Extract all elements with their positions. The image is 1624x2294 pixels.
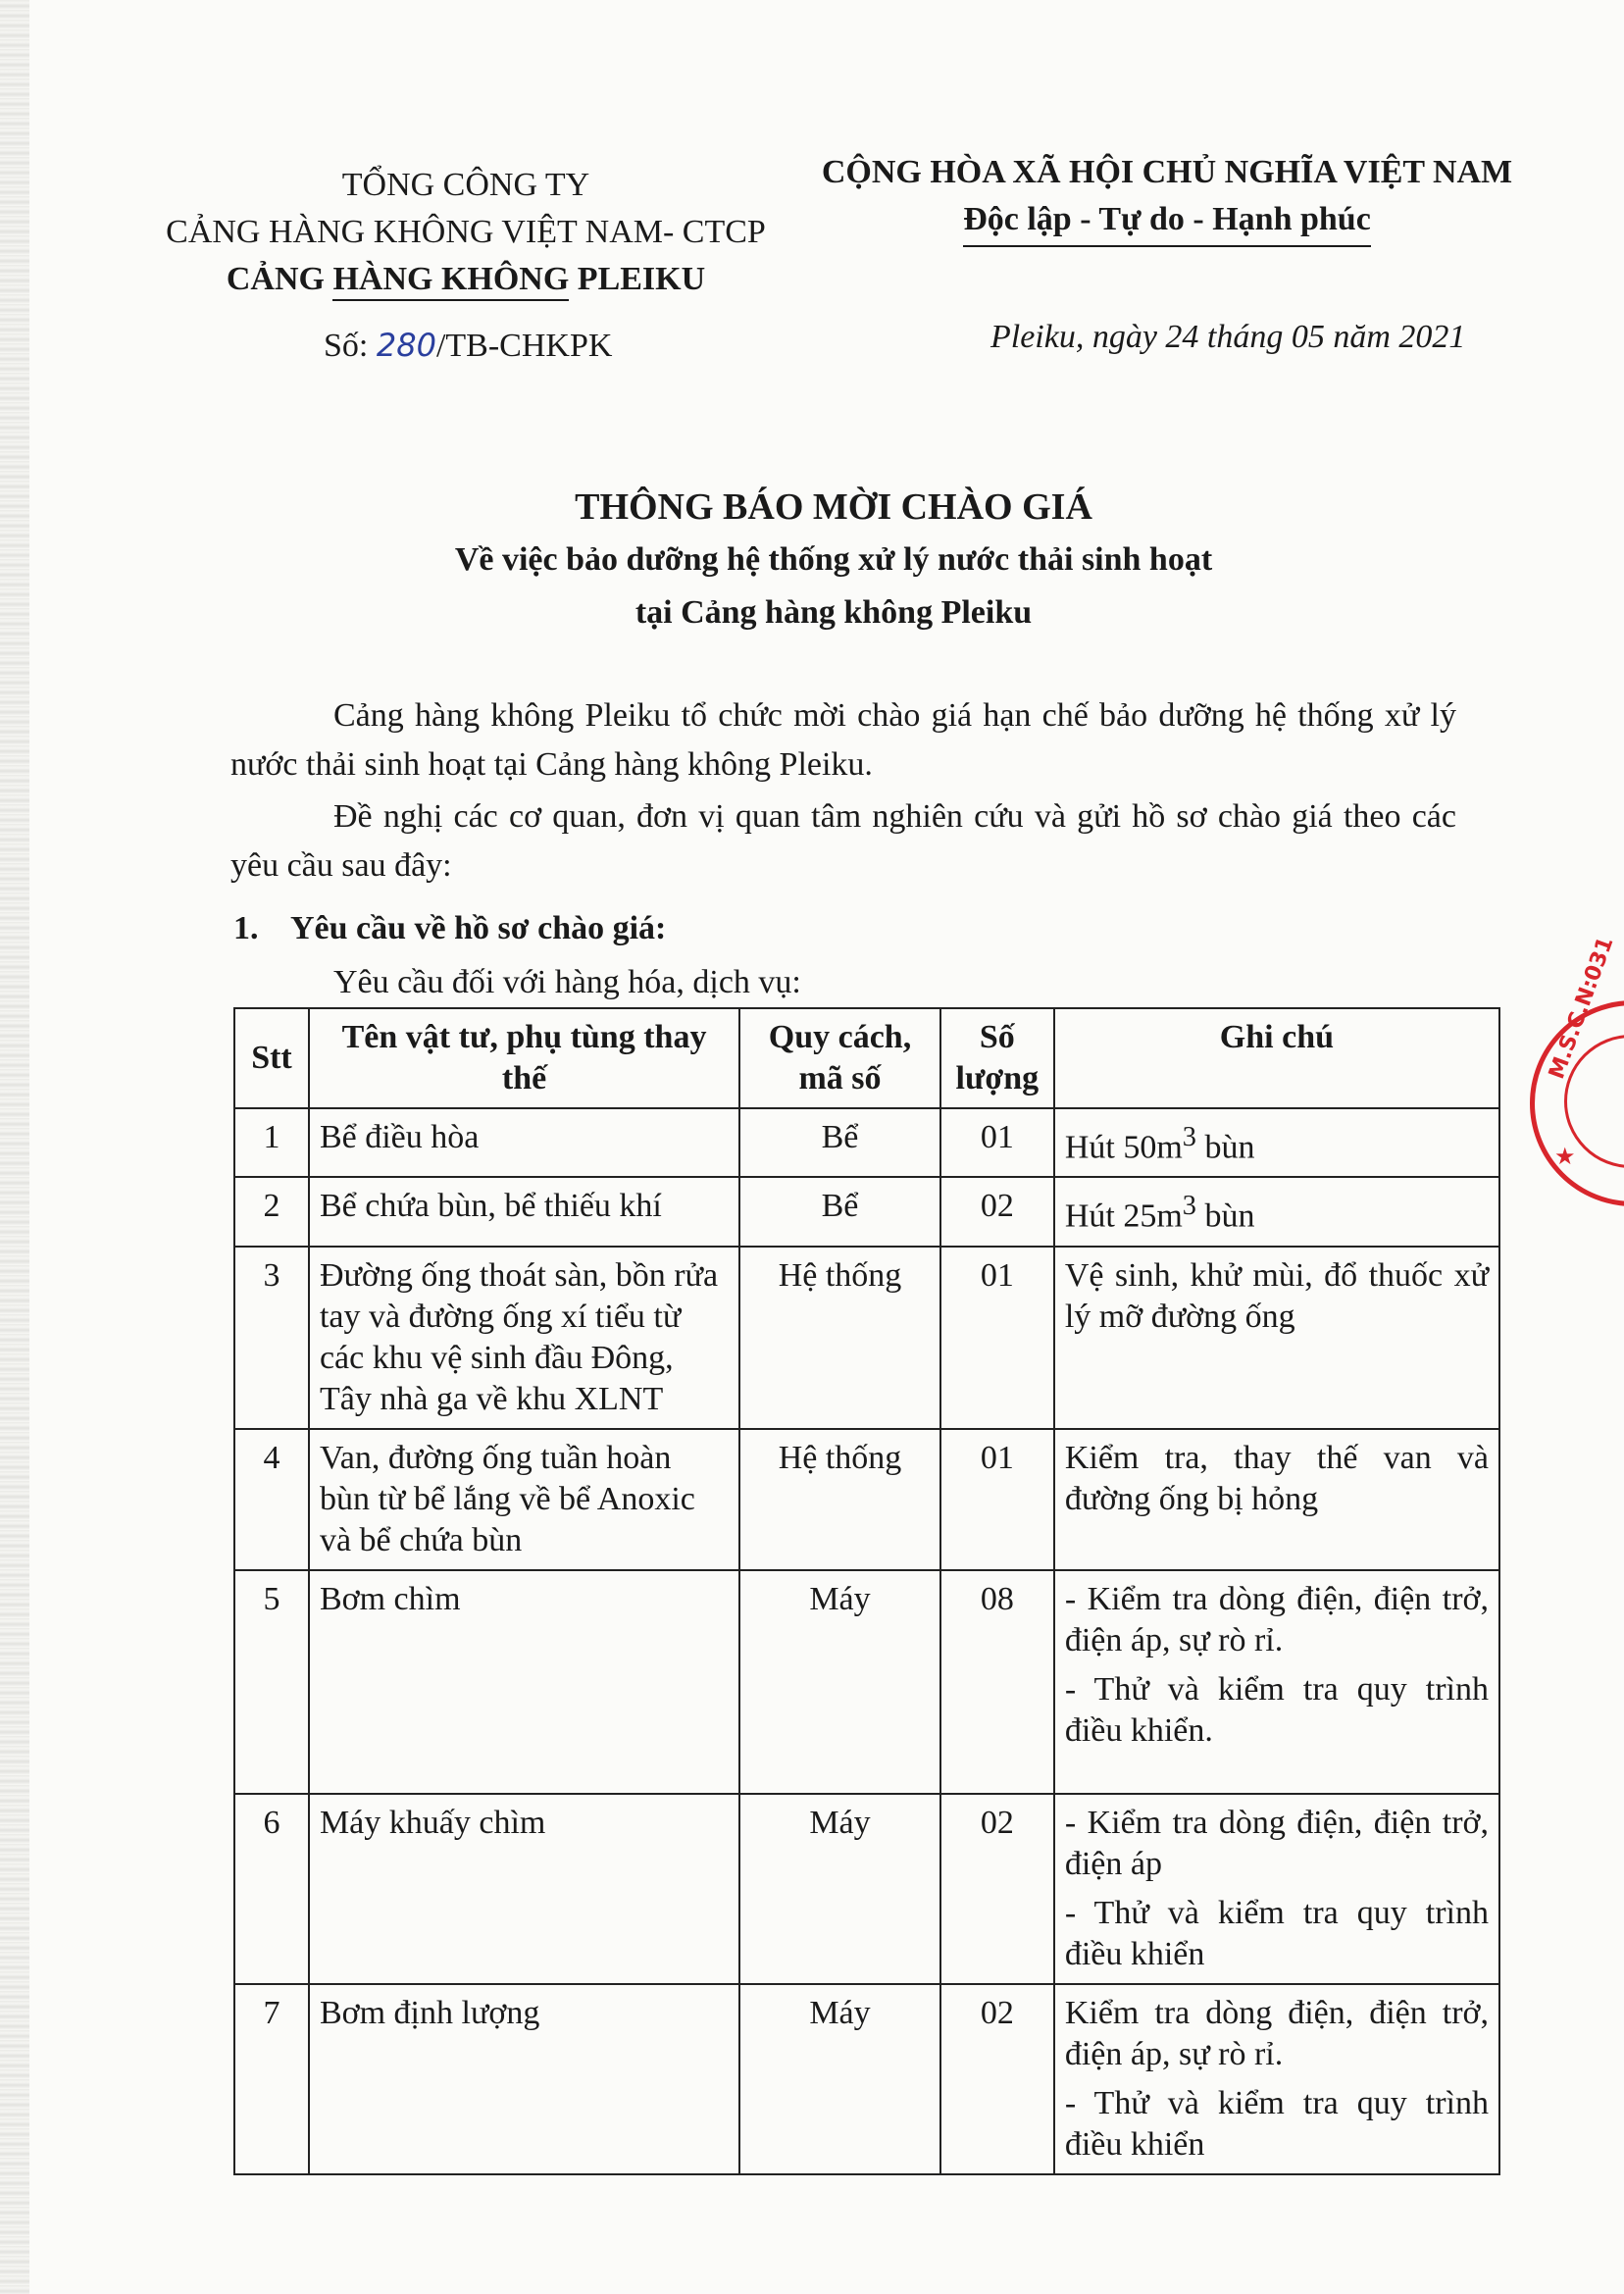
cell-stt: 5 [234, 1570, 309, 1794]
table-row [234, 1247, 1499, 1429]
cell-qty: 01 [940, 1108, 1054, 1177]
cell-note: - Kiểm tra dòng điện, điện trở, điện áp, sự rò rỉ. - Thử và kiểm tra quy trình điều khiển. [1054, 1570, 1499, 1794]
cell-spec: Máy [739, 1794, 940, 1984]
cell-spec: Hệ thống [739, 1247, 940, 1429]
requirements-table [233, 1007, 1500, 2175]
cell-stt: 6 [234, 1794, 309, 1984]
cell-note: Kiểm tra, thay thế van và đường ống bị hỏng [1054, 1429, 1499, 1570]
national-motto: Độc lập - Tự do - Hạnh phúc [963, 196, 1371, 247]
cell-spec: Máy [739, 1570, 940, 1794]
intro-paragraph: Cảng hàng không Pleiku tổ chức mời chào giá hạn chế bảo dưỡng hệ thống xử lý nước thải sinh hoạt tại Cảng hàng không Pleiku. [230, 697, 1456, 783]
cell-spec: Bể [739, 1177, 940, 1246]
cell-note: - Kiểm tra dòng điện, điện trở, điện áp - Thử và kiểm tra quy trình điều khiển [1054, 1794, 1499, 1984]
seal-code: M.S.C.N:031 [1545, 934, 1619, 1083]
cell-note: Hút $50m^3$ bùn [1054, 1108, 1499, 1177]
header-spec: Quy cách, mã số [739, 1008, 940, 1108]
document-title: THÔNG BÁO MỜI CHÀO GIÁ [575, 486, 1092, 528]
cell-name: Bơm định lượng [309, 1984, 739, 2174]
table-row [234, 1984, 1499, 2174]
cell-spec: Bể [739, 1108, 940, 1177]
cell-stt: 3 [234, 1247, 309, 1429]
cell-qty: 02 [940, 1794, 1054, 1984]
document-number: Số: 280/TB-CHKPK [324, 327, 613, 364]
header-qty: Số lượng [940, 1008, 1054, 1108]
issuer-corporation: CẢNG HÀNG KHÔNG VIỆT NAM- CTCP [166, 214, 766, 250]
request-paragraph: Đề nghị các cơ quan, đơn vị quan tâm nghiên cứu và gửi hồ sơ chào giá theo các yêu cầu sau đây: [230, 798, 1456, 884]
seal-star-icon: ★ [1554, 1143, 1576, 1170]
cell-qty: 01 [940, 1429, 1054, 1570]
cell-name: Bể điều hòa [309, 1108, 739, 1177]
cell-qty: 02 [940, 1984, 1054, 2174]
cell-stt: 4 [234, 1429, 309, 1570]
scan-edge [0, 0, 29, 2294]
cell-stt: 2 [234, 1177, 309, 1246]
issuer-block [127, 162, 804, 303]
header-name: Tên vật tư, phụ tùng thay thế [309, 1008, 739, 1108]
document-date: Pleiku, ngày 24 tháng 05 năm 2021 [990, 319, 1466, 355]
cell-stt: 7 [234, 1984, 309, 2174]
handwritten-number: 280 [376, 327, 436, 364]
cell-name: Đường ống thoát sàn, bồn rửa tay và đường ống xí tiểu từ các khu vệ sinh đầu Đông, Tây nhà ga về khu XLNT [309, 1247, 739, 1429]
cell-qty: 02 [940, 1177, 1054, 1246]
document-subject-line2: tại Cảng hàng không Pleiku [634, 594, 1033, 631]
table-intro: Yêu cầu đối với hàng hóa, dịch vụ: [333, 964, 801, 1000]
red-seal-stamp [1530, 934, 1624, 1206]
country-name: CỘNG HÒA XÃ HỘI CHỦ NGHĨA VIỆT NAM [821, 154, 1513, 190]
document-subject-line1: Về việc bảo dưỡng hệ thống xử lý nước thải sinh hoạt [454, 541, 1213, 578]
table-row [234, 1177, 1499, 1246]
issuer-unit: CẢNG HÀNG KHÔNG PLEIKU [127, 256, 804, 303]
cell-name: Bơm chìm [309, 1570, 739, 1794]
cell-spec: Hệ thống [739, 1429, 940, 1570]
cell-name: Máy khuấy chìm [309, 1794, 739, 1984]
table-row [234, 1108, 1499, 1177]
title-block [196, 481, 1471, 639]
cell-qty: 01 [940, 1247, 1054, 1429]
issuer-parent-org: TỔNG CÔNG TY [341, 167, 590, 203]
section-heading-1: 1. Yêu cầu về hồ sơ chào giá: [233, 910, 667, 946]
table-row [234, 1429, 1499, 1570]
header-note: Ghi chú [1054, 1008, 1499, 1108]
cell-note: Vệ sinh, khử mùi, đổ thuốc xử lý mỡ đường ống [1054, 1247, 1499, 1429]
cell-name: Bể chứa bùn, bể thiếu khí [309, 1177, 739, 1246]
table-header-row [234, 1008, 1499, 1108]
header-stt: Stt [234, 1008, 309, 1108]
table-row [234, 1794, 1499, 1984]
table-row [234, 1570, 1499, 1794]
cell-name: Van, đường ống tuần hoàn bùn từ bể lắng về bể Anoxic và bể chứa bùn [309, 1429, 739, 1570]
cell-note: Hút $25m^3$ bùn [1054, 1177, 1499, 1246]
cell-spec: Máy [739, 1984, 940, 2174]
national-heading [814, 149, 1520, 247]
cell-stt: 1 [234, 1108, 309, 1177]
cell-note: Kiểm tra dòng điện, điện trở, điện áp, sự rò rỉ. - Thử và kiểm tra quy trình điều khiển [1054, 1984, 1499, 2174]
cell-qty: 08 [940, 1570, 1054, 1794]
